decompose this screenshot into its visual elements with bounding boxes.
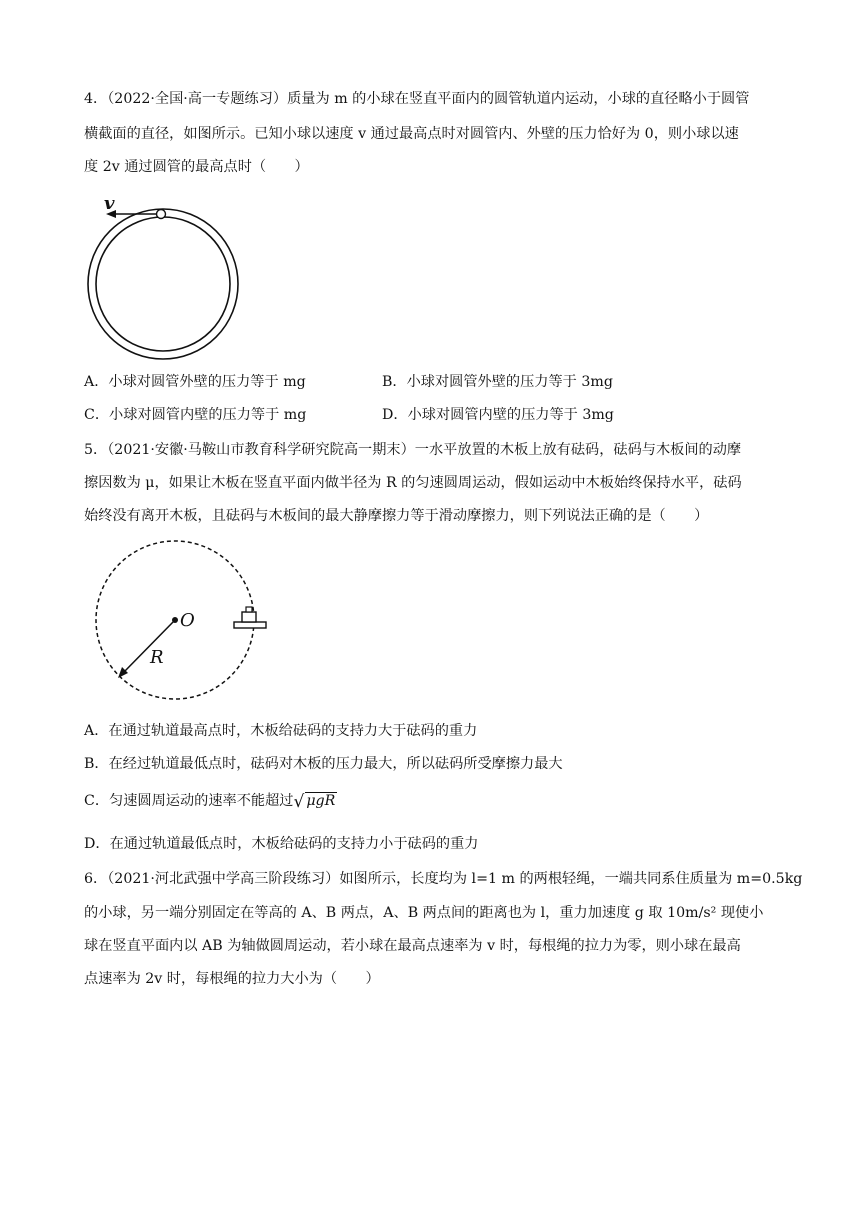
q4-option-d[interactable]: D．小球对圆管内壁的压力等于 3mg bbox=[382, 407, 614, 423]
q5-stem-line-3: 始终没有离开木板，且砝码与木板间的最大静摩擦力等于滑动摩擦力，则下列说法正确的是（ ） bbox=[84, 508, 709, 524]
weight-knob bbox=[246, 607, 252, 612]
radius-label: R bbox=[150, 647, 164, 668]
velocity-label: v bbox=[104, 193, 115, 214]
ball bbox=[157, 210, 166, 219]
center-label: O bbox=[180, 610, 195, 631]
q5-option-d[interactable]: D．在通过轨道最低点时，木板给砝码的支持力小于砝码的重力 bbox=[84, 836, 479, 852]
q5-option-a[interactable]: A．在通过轨道最高点时，木板给砝码的支持力大于砝码的重力 bbox=[84, 723, 478, 739]
q6-stem-line-4: 点速率为 2v 时，每根绳的拉力大小为（ ） bbox=[84, 971, 380, 987]
q4-option-b[interactable]: B．小球对圆管外壁的压力等于 3mg bbox=[382, 374, 613, 390]
q4-stem-line-2: 横截面的直径，如图所示。已知小球以速度 v 通过最高点时对圆管内、外壁的压力恰好为 0，则小球以速 bbox=[84, 126, 739, 142]
q5-option-c-text: C．匀速圆周运动的速率不能超过 bbox=[84, 793, 294, 809]
weight-block bbox=[242, 612, 256, 622]
tube-outer-wall bbox=[88, 209, 238, 359]
sqrt-expression: μgR bbox=[306, 793, 336, 809]
q5-option-c[interactable] bbox=[84, 791, 337, 812]
q6-stem-line-3: 球在竖直平面内以 AB 为轴做圆周运动，若小球在最高点速率为 v 时，每根绳的拉力为零，则小球在最高 bbox=[84, 938, 741, 954]
q4-stem-line-1: 4．（2022·全国·高一专题练习）质量为 m 的小球在竖直平面内的圆管轨道内运动，小球的直径略小于圆管 bbox=[84, 91, 750, 107]
q5-stem-line-1: 5．（2021·安徽·马鞍山市教育科学研究院高一期末）一水平放置的木板上放有砝码，砝码与木板间的动摩 bbox=[84, 442, 742, 458]
q5-circular-motion-figure bbox=[86, 538, 286, 708]
q4-option-c[interactable]: C．小球对圆管内壁的压力等于 mg bbox=[84, 407, 307, 423]
board bbox=[234, 622, 266, 628]
q5-stem-line-2: 擦因数为 μ，如果让木板在竖直平面内做半径为 R 的匀速圆周运动，假如运动中木板始终保持水平，砝码 bbox=[84, 475, 742, 491]
sqrt-symbol: √ bbox=[293, 792, 305, 812]
q4-option-a[interactable]: A．小球对圆管外壁的压力等于 mg bbox=[84, 374, 306, 390]
q4-circular-tube-figure bbox=[82, 190, 252, 360]
q6-stem-line-1: 6．（2021·河北武强中学高三阶段练习）如图所示，长度均为 l=1 m 的两根轻绳，一端共同系住质量为 m=0.5kg bbox=[84, 871, 803, 887]
q5-option-b[interactable]: B．在经过轨道最低点时，砝码对木板的压力最大，所以砝码所受摩擦力最大 bbox=[84, 756, 563, 772]
q4-stem-line-3: 度 2v 通过圆管的最高点时（ ） bbox=[84, 159, 309, 175]
q6-stem-line-2: 的小球，另一端分别固定在等高的 A、B 两点，A、B 两点间的距离也为 l，重力加速度 g 取 10m/s² 现使小 bbox=[84, 905, 764, 921]
tube-inner-wall bbox=[96, 217, 230, 351]
